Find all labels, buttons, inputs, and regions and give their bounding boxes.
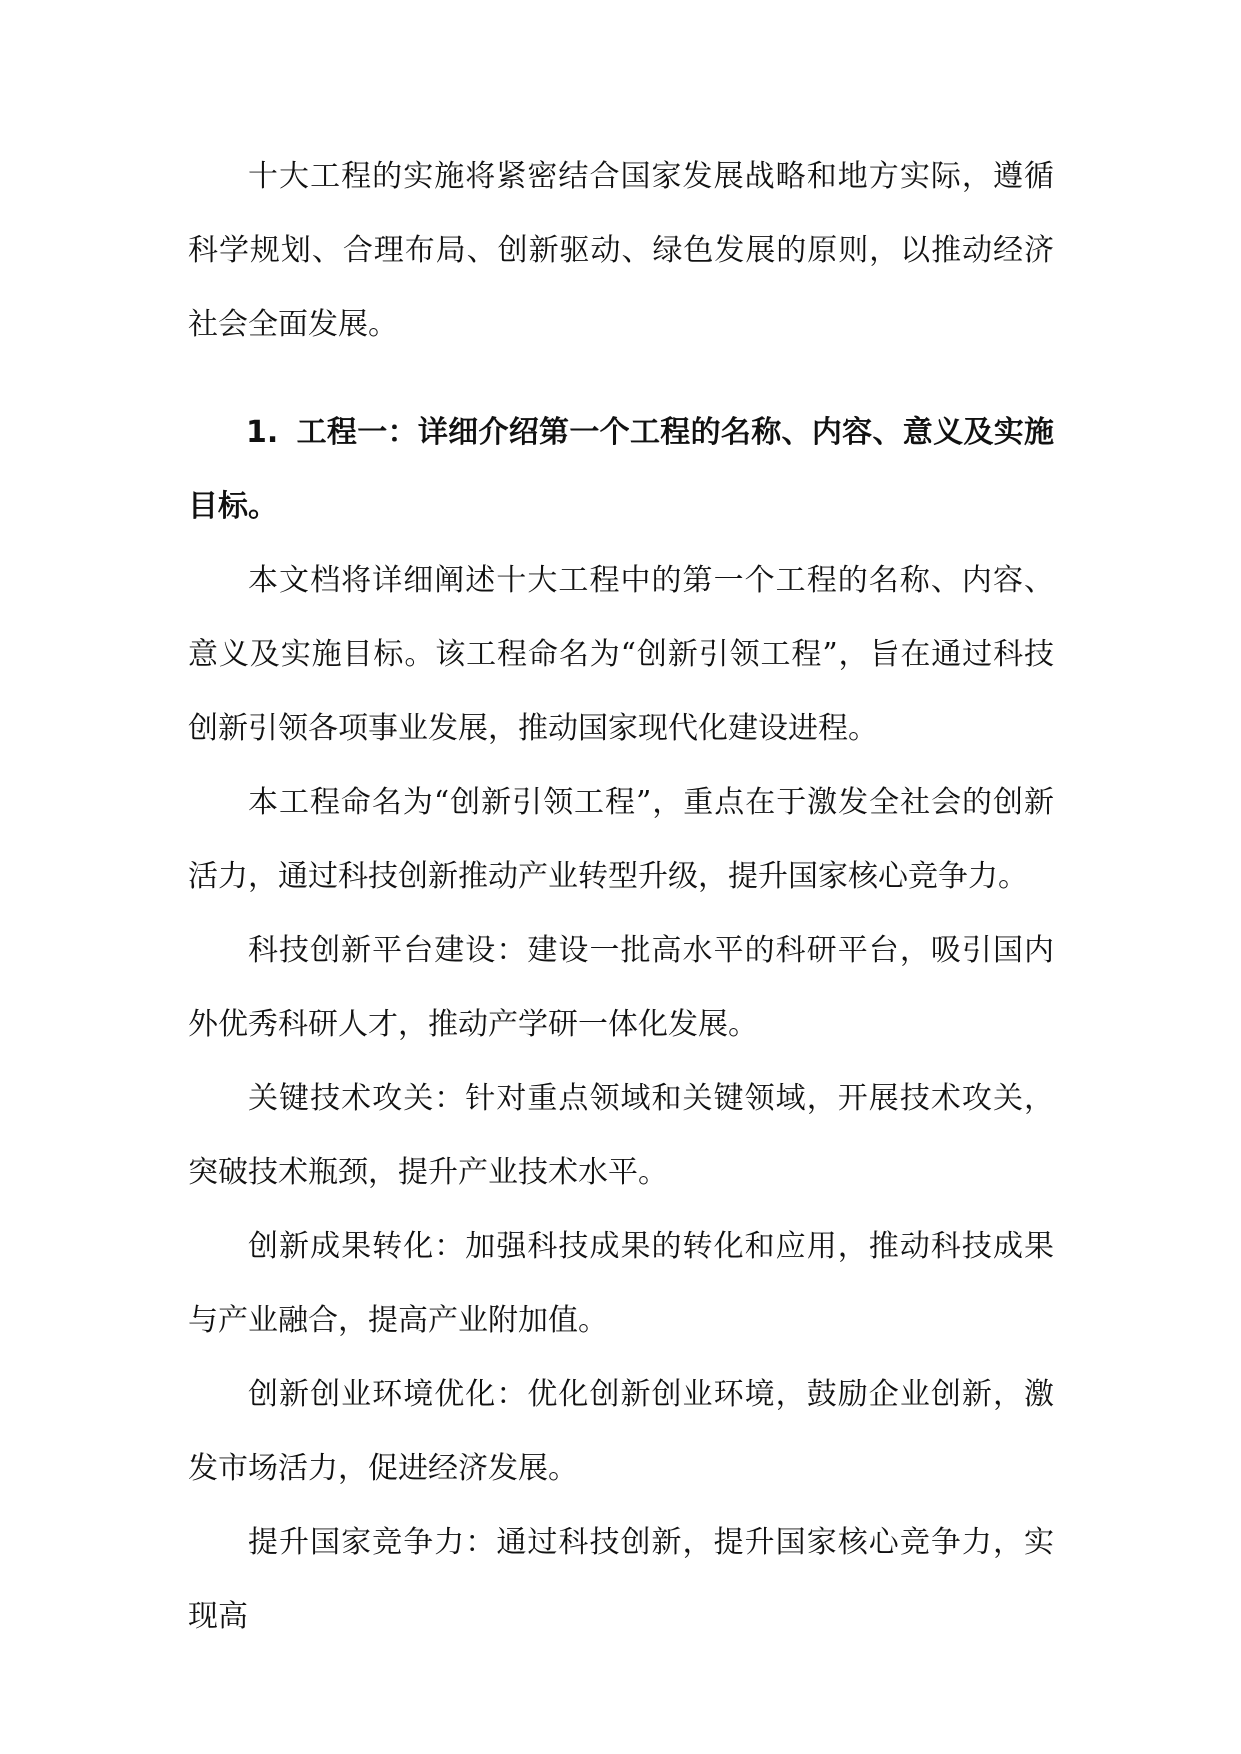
body-paragraph: 关键技术攻关：针对重点领域和关键领域，开展技术攻关，突破技术瓶颈，提升产业技术水平。: [188, 1081, 1054, 1190]
body-paragraph: 科技创新平台建设：建设一批高水平的科研平台，吸引国内外优秀科研人才，推动产学研一体化发展。: [188, 933, 1054, 1042]
section-number: 1.: [246, 415, 279, 450]
intro-paragraph: 十大工程的实施将紧密结合国家发展战略和地方实际，遵循科学规划、合理布局、创新驱动、绿色发展的原则，以推动经济社会全面发展。: [188, 159, 1054, 342]
section-heading: [188, 396, 1054, 544]
body-paragraph: 创新创业环境优化：优化创新创业环境，鼓励企业创新，激发市场活力，促进经济发展。: [188, 1377, 1054, 1486]
document-body: [188, 140, 1054, 1654]
body-paragraph: 提升国家竞争力：通过科技创新，提升国家核心竞争力，实现高: [188, 1525, 1054, 1634]
body-paragraph: 创新成果转化：加强科技成果的转化和应用，推动科技成果与产业融合，提高产业附加值。: [188, 1229, 1054, 1338]
section-heading-text: 工程一：详细介绍第一个工程的名称、内容、意义及实施目标。: [188, 415, 1054, 524]
body-paragraph: 本工程命名为“创新引领工程”，重点在于激发全社会的创新活力，通过科技创新推动产业转型升级，提升国家核心竞争力。: [188, 785, 1054, 894]
body-paragraph: 本文档将详细阐述十大工程中的第一个工程的名称、内容、意义及实施目标。该工程命名为“创新引领工程”，旨在通过科技创新引领各项事业发展，推动国家现代化建设进程。: [188, 563, 1054, 746]
